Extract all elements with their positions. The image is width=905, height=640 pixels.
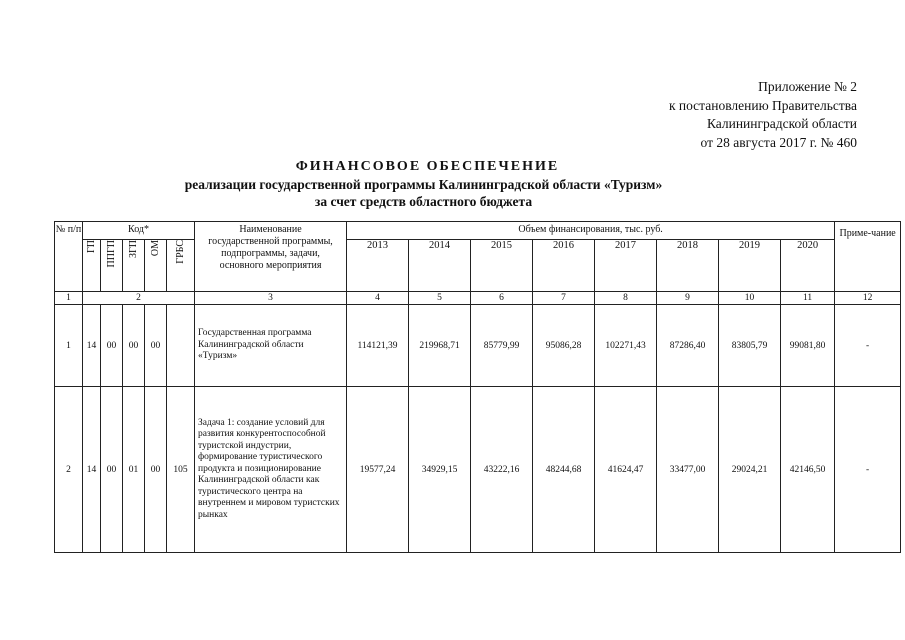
code-col-label: ГП — [85, 240, 97, 254]
row-value: 43222,16 — [471, 387, 533, 553]
appendix-line-2: к постановлению Правительства — [668, 97, 857, 113]
title-sub-2: за счет средств областного бюджета — [314, 194, 533, 209]
column-number: 1 — [55, 292, 83, 305]
year-header: 2015 — [471, 240, 533, 292]
row-value: 34929,15 — [409, 387, 471, 553]
row-note: - — [835, 305, 901, 387]
table-row — [55, 305, 901, 387]
year-header: 2014 — [409, 240, 471, 292]
header-note: Приме-чание — [835, 222, 901, 292]
row-code: 00 — [145, 387, 167, 553]
row-number: 1 — [55, 305, 83, 387]
column-number: 2 — [83, 292, 195, 305]
row-value: 102271,43 — [595, 305, 657, 387]
row-code — [167, 305, 195, 387]
code-col-label: ГРБС — [174, 240, 186, 264]
row-value: 219968,71 — [409, 305, 471, 387]
row-code: 105 — [167, 387, 195, 553]
title-main: ФИНАНСОВОЕ ОБЕСПЕЧЕНИЕ — [295, 159, 560, 174]
code-col-label: ППГП — [105, 240, 117, 268]
column-number: 10 — [719, 292, 781, 305]
row-code: 00 — [101, 305, 123, 387]
row-value: 48244,68 — [533, 387, 595, 553]
header-code: Код* — [83, 222, 195, 240]
appendix-line-3: Калининградской области — [706, 116, 857, 131]
column-number: 9 — [657, 292, 719, 305]
year-header: 2019 — [719, 240, 781, 292]
appendix-line-1: Приложение № 2 — [758, 79, 857, 94]
column-number: 4 — [347, 292, 409, 305]
code-col-gp — [83, 240, 101, 292]
column-number: 3 — [195, 292, 347, 305]
column-number: 6 — [471, 292, 533, 305]
row-value: 85779,99 — [471, 305, 533, 387]
code-col-label: ЗГП — [127, 240, 139, 259]
row-value: 42146,50 — [781, 387, 835, 553]
title-sub-1: реализации государственной программы Калининградской области «Туризм» — [184, 177, 663, 192]
year-header: 2016 — [533, 240, 595, 292]
code-col-zgp — [123, 240, 145, 292]
column-number-row — [55, 292, 901, 305]
row-value: 33477,00 — [657, 387, 719, 553]
year-header: 2018 — [657, 240, 719, 292]
column-number: 11 — [781, 292, 835, 305]
code-col-grbs — [167, 240, 195, 292]
code-col-ppgp — [101, 240, 123, 292]
financing-table — [54, 221, 901, 553]
document-title — [0, 158, 905, 210]
appendix-line-4: от 28 августа 2017 г. № 460 — [700, 134, 857, 150]
row-value: 99081,80 — [781, 305, 835, 387]
row-value: 41624,47 — [595, 387, 657, 553]
year-header: 2013 — [347, 240, 409, 292]
table-row — [55, 387, 901, 553]
row-value: 83805,79 — [719, 305, 781, 387]
code-col-om — [145, 240, 167, 292]
code-col-label: ОМ — [149, 240, 161, 257]
header-name: Наименование государственной программы, подпрограммы, задачи, основного мероприятия — [195, 222, 347, 292]
year-header: 2017 — [595, 240, 657, 292]
header-number: № п/п — [55, 222, 83, 292]
appendix-block — [669, 78, 857, 152]
row-code: 00 — [101, 387, 123, 553]
column-number: 8 — [595, 292, 657, 305]
row-name: Государственная программа Калининградской области «Туризм» — [195, 305, 347, 387]
row-name: Задача 1: создание условий для развития конкурентоспособной туристской индустрии, формирование туристического продукта и позиционирование Калининградской области как туристического центра на внутреннем и мировом туристских рынках — [195, 387, 347, 553]
row-code: 00 — [123, 305, 145, 387]
row-code: 00 — [145, 305, 167, 387]
header-funding: Объем финансирования, тыс. руб. — [347, 222, 835, 240]
row-value: 87286,40 — [657, 305, 719, 387]
row-code: 14 — [83, 387, 101, 553]
row-number: 2 — [55, 387, 83, 553]
column-number: 5 — [409, 292, 471, 305]
row-value: 19577,24 — [347, 387, 409, 553]
year-header: 2020 — [781, 240, 835, 292]
row-code: 01 — [123, 387, 145, 553]
row-note: - — [835, 387, 901, 553]
row-value: 29024,21 — [719, 387, 781, 553]
row-value: 95086,28 — [533, 305, 595, 387]
column-number: 7 — [533, 292, 595, 305]
column-number: 12 — [835, 292, 901, 305]
row-value: 114121,39 — [347, 305, 409, 387]
row-code: 14 — [83, 305, 101, 387]
